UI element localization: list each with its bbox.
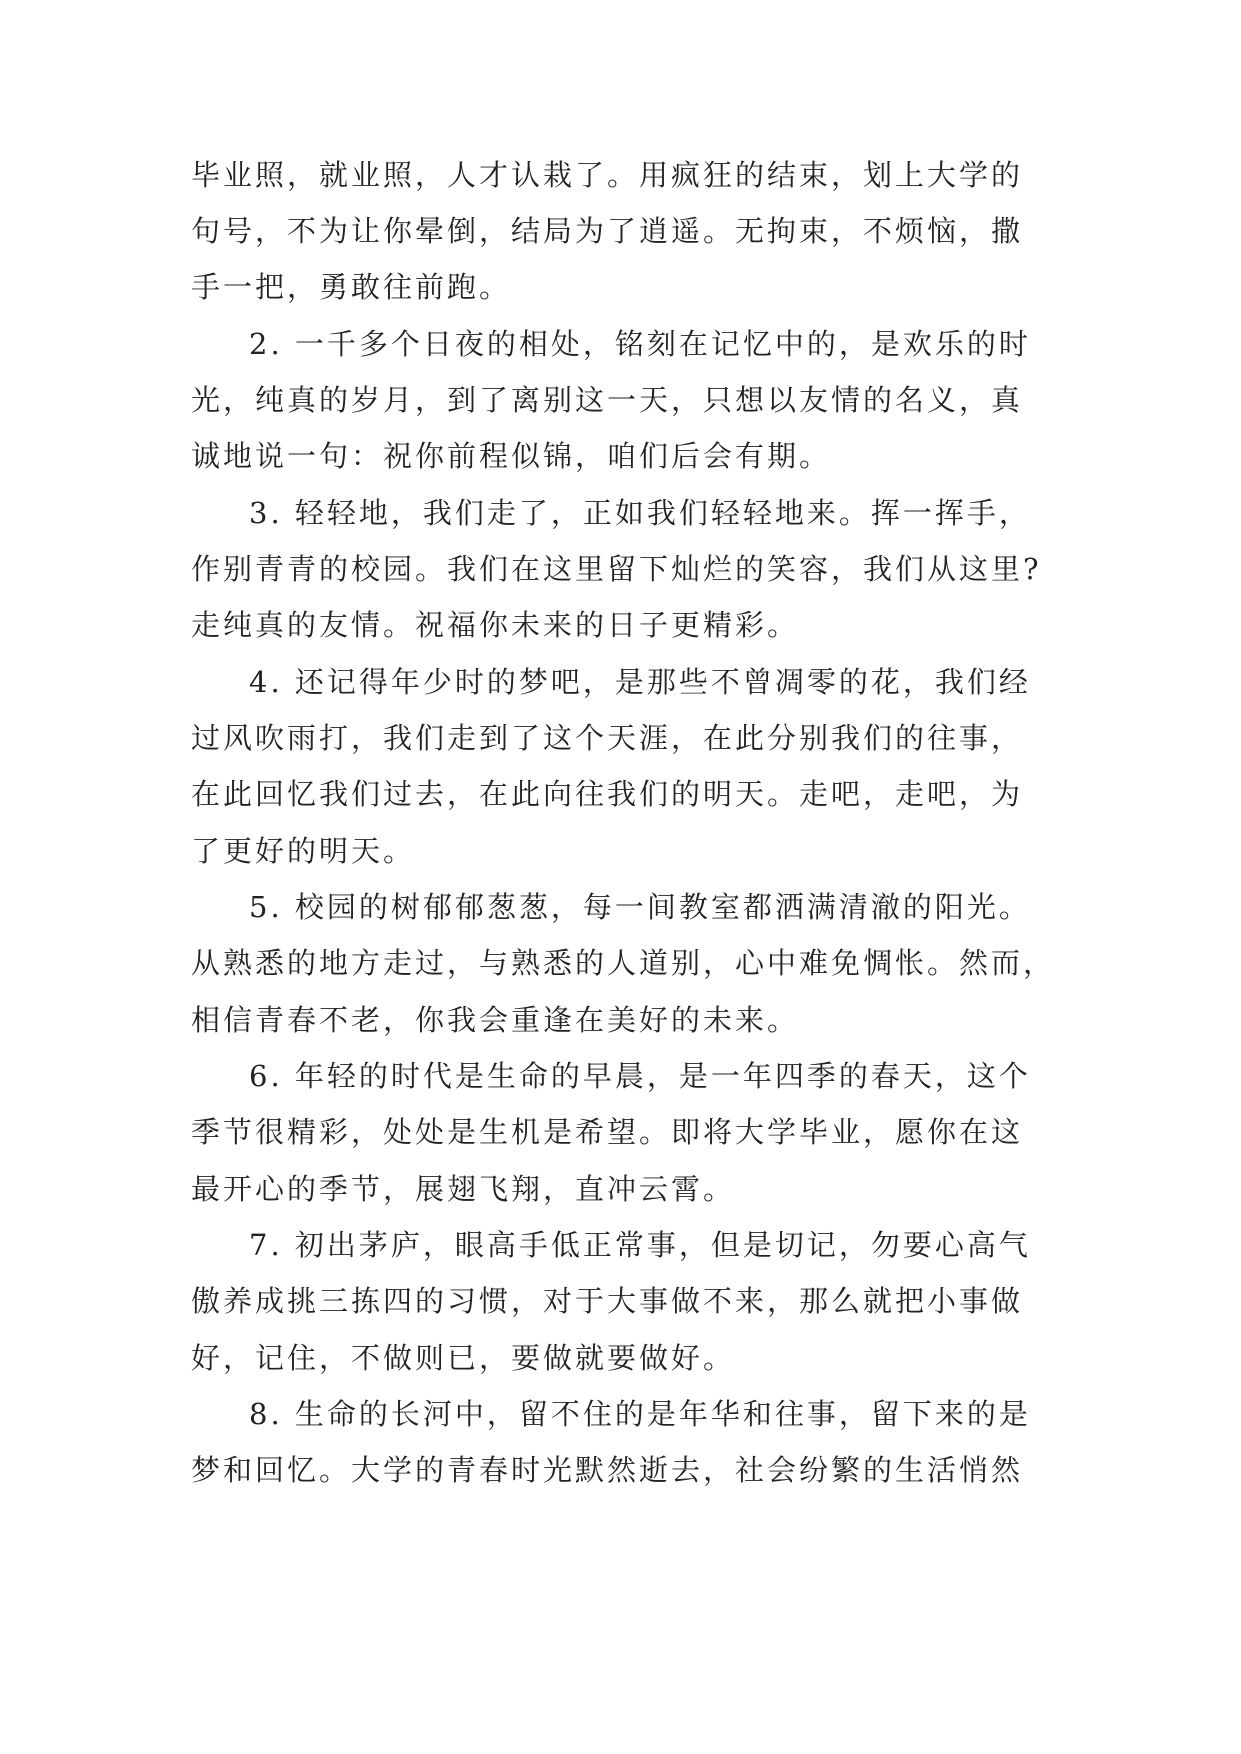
- text-line: 梦和回忆。大学的青春时光默然逝去，社会纷繁的生活悄然: [191, 1453, 1024, 1487]
- text-line: 5. 校园的树郁郁葱葱，每一间教室都洒满清澈的阳光。: [249, 890, 1031, 924]
- text-line: 好，记住，不做则已，要做就要做好。: [191, 1341, 736, 1375]
- text-line: 句号，不为让你晕倒，结局为了逍遥。无拘束，不烦恼，撒: [191, 214, 1024, 248]
- text-line: 6. 年轻的时代是生命的早晨，是一年四季的春天，这个: [249, 1059, 1031, 1093]
- text-line: 在此回忆我们过去，在此向往我们的明天。走吧，走吧，为: [191, 777, 1024, 811]
- text-line: 过风吹雨打，我们走到了这个天涯，在此分别我们的往事，: [191, 721, 1024, 755]
- text-line: 8. 生命的长河中，留不住的是年华和往事，留下来的是: [249, 1397, 1031, 1431]
- text-line: 走纯真的友情。祝福你未来的日子更精彩。: [191, 608, 800, 642]
- text-line: 7. 初出茅庐，眼高手低正常事，但是切记，勿要心高气: [249, 1228, 1031, 1262]
- text-line: 2. 一千多个日夜的相处，铭刻在记忆中的，是欢乐的时: [249, 327, 1031, 361]
- text-line: 从熟悉的地方走过，与熟悉的人道别，心中难免惆怅。然而，: [191, 946, 1056, 980]
- text-line: 手一把，勇敢往前跑。: [191, 270, 512, 304]
- text-line: 季节很精彩，处处是生机是希望。即将大学毕业，愿你在这: [191, 1115, 1024, 1149]
- text-line: 最开心的季节，展翅飞翔，直冲云霄。: [191, 1172, 736, 1206]
- text-line: 了更好的明天。: [191, 834, 416, 868]
- text-line: 作别青青的校园。我们在这里留下灿烂的笑容，我们从这里?: [191, 552, 1042, 586]
- text-line: 光，纯真的岁月，到了离别这一天，只想以友情的名义，真: [191, 383, 1024, 417]
- text-line: 毕业照，就业照，人才认栽了。用疯狂的结束，划上大学的: [191, 158, 1024, 192]
- text-line: 3. 轻轻地，我们走了，正如我们轻轻地来。挥一挥手，: [249, 496, 1031, 530]
- text-line: 4. 还记得年少时的梦吧，是那些不曾凋零的花，我们经: [249, 665, 1031, 699]
- text-line: 傲养成挑三拣四的习惯，对于大事做不来，那么就把小事做: [191, 1284, 1024, 1318]
- text-line: 相信青春不老，你我会重逢在美好的未来。: [191, 1003, 800, 1037]
- text-line: 诚地说一句：祝你前程似锦，咱们后会有期。: [191, 439, 832, 473]
